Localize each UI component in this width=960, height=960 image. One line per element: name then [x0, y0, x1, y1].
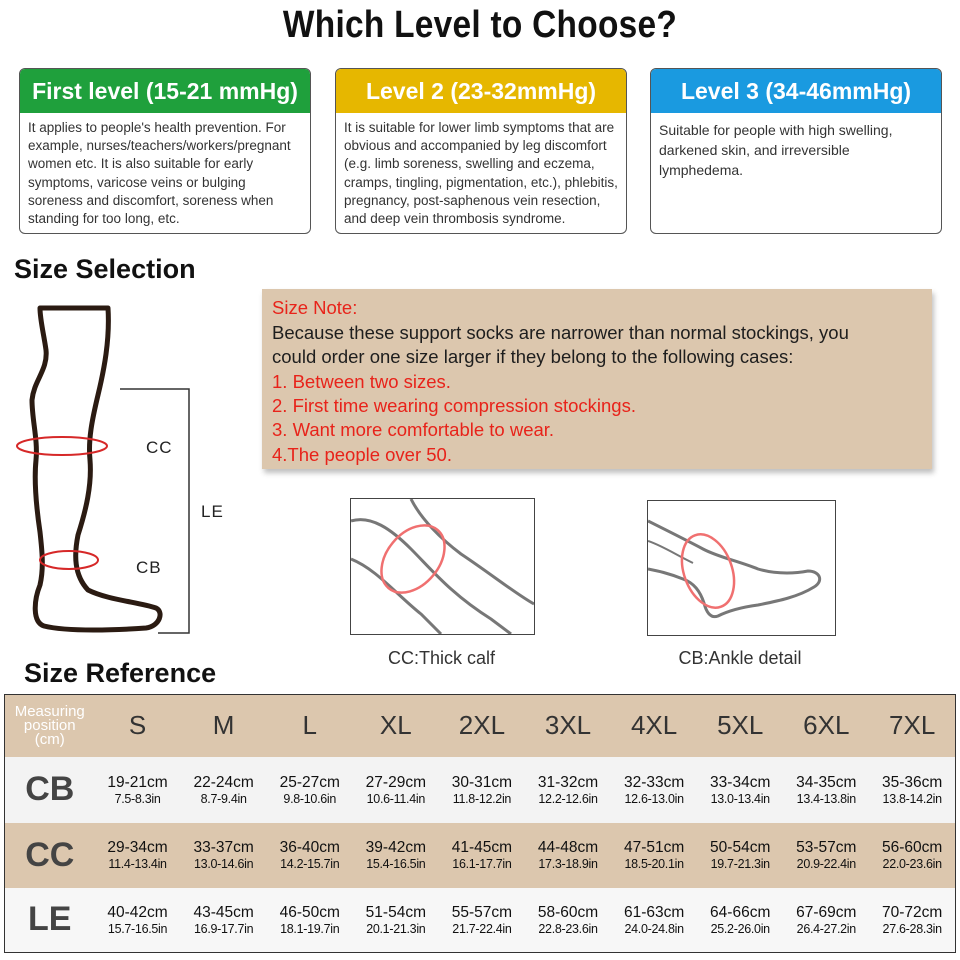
corner-label-line: position	[23, 716, 76, 734]
size-cell-in: 20.9-22.4in	[796, 857, 856, 871]
size-cell	[267, 888, 353, 953]
size-header: XL	[379, 710, 412, 741]
level-card-3-heading: Level 3 (34-46mmHg)	[651, 69, 941, 113]
size-cell	[181, 888, 267, 953]
size-cell-in: 13.4-13.8in	[796, 791, 856, 806]
size-cell-cm: 39-42cm	[365, 839, 426, 856]
size-cell	[95, 888, 181, 953]
size-cell	[869, 757, 955, 823]
size-header: S	[128, 710, 147, 741]
cc-ring	[17, 437, 107, 455]
size-cell	[869, 823, 955, 888]
size-cell-in: 8.7-9.4in	[200, 791, 247, 806]
size-cell-in: 14.2-15.7in	[280, 857, 340, 871]
size-table	[4, 694, 956, 953]
size-cell-cm: 58-60cm	[537, 903, 599, 921]
size-note-item: 3. Want more comfortable to wear.	[272, 419, 555, 440]
size-cell-in: 15.4-16.5in	[366, 857, 426, 871]
level-card-1-text: It applies to people's health prevention. For example, nurses/teachers/workers/pregnant women etc. It is also suitable for early symptoms, varicose veins or bulging soreness and discomfort, soreness when standing for too long, etc.	[28, 120, 291, 227]
size-cell-in: 25.2-26.0in	[710, 921, 770, 936]
size-cell-cm: 50-54cm	[710, 839, 771, 856]
size-cell-cm: 19-21cm	[107, 773, 168, 791]
size-cell-in: 16.9-17.7in	[194, 921, 254, 936]
size-header: 4XL	[630, 710, 678, 741]
size-cell	[783, 823, 869, 888]
size-cell	[525, 888, 611, 953]
calf-illustration	[350, 498, 535, 635]
corner-label-line: (cm)	[34, 730, 65, 748]
size-cell-cm: 64-66cm	[710, 903, 771, 921]
size-cell-in: 12.6-13.0in	[624, 791, 684, 806]
size-cell-in: 20.1-21.3in	[366, 921, 426, 936]
page-title: Which Level to Choose?	[282, 4, 678, 46]
size-cell-in: 9.8-10.6in	[283, 791, 337, 806]
size-cell-cm: 29-34cm	[107, 839, 168, 856]
table-row-le	[5, 888, 956, 953]
leg-outline	[32, 308, 160, 630]
size-cell-cm: 34-35cm	[796, 773, 857, 791]
size-cell	[697, 888, 783, 953]
size-cell-in: 19.7-21.3in	[710, 857, 770, 871]
size-cell-cm: 32-33cm	[623, 773, 685, 791]
size-cell	[353, 888, 439, 953]
size-cell	[611, 823, 697, 888]
size-selection-heading: Size Selection	[14, 254, 196, 284]
size-cell-in: 26.4-27.2in	[796, 921, 856, 936]
size-cell	[611, 888, 697, 953]
size-reference-heading: Size Reference	[24, 658, 217, 688]
row-label: LE	[28, 900, 72, 939]
size-cell-cm: 25-27cm	[279, 773, 340, 791]
size-header: 3XL	[544, 710, 592, 741]
cb-ring	[40, 551, 98, 569]
size-cell-in: 24.0-24.8in	[624, 921, 684, 936]
size-cell-cm: 43-45cm	[193, 903, 254, 921]
size-note-item: 4.The people over 50.	[272, 444, 452, 465]
size-cell-cm: 33-34cm	[710, 773, 771, 791]
size-cell-cm: 53-57cm	[796, 839, 857, 856]
size-header: 6XL	[803, 710, 850, 741]
size-table-header-row	[5, 695, 956, 757]
size-cell-in: 22.8-23.6in	[538, 921, 598, 936]
size-cell-in: 27.6-28.3in	[882, 921, 942, 936]
size-cell-in: 12.2-12.6in	[538, 791, 598, 806]
table-row-cc	[5, 823, 956, 888]
level-card-2-heading: Level 2 (23-32mmHg)	[336, 69, 626, 113]
size-cell-cm: 44-48cm	[537, 839, 599, 856]
size-cell-in: 13.8-14.2in	[882, 791, 942, 806]
size-cell	[869, 888, 955, 953]
size-cell-cm: 47-51cm	[623, 839, 685, 856]
size-cell	[181, 823, 267, 888]
size-cell-cm: 70-72cm	[882, 903, 943, 921]
corner-label-line: Measuring	[14, 702, 85, 720]
size-cell-in: 11.4-13.4in	[108, 857, 167, 871]
size-cell	[95, 757, 181, 823]
size-cell-cm: 36-40cm	[279, 839, 340, 856]
size-cell-cm: 30-31cm	[451, 773, 513, 791]
size-cell-in: 16.1-17.7in	[452, 857, 512, 871]
size-note-item: 1. Between two sizes.	[272, 371, 451, 392]
size-cell	[95, 823, 181, 888]
size-cell-in: 11.8-12.2in	[452, 791, 512, 806]
size-cell-in: 13.0-14.6in	[194, 857, 254, 871]
size-cell	[267, 823, 353, 888]
size-note-line-1: Because these support socks are narrower than normal stockings, you	[272, 322, 849, 343]
cb-caption: CB:Ankle detail	[678, 648, 802, 668]
size-note	[262, 289, 932, 469]
size-cell-in: 21.7-22.4in	[452, 921, 512, 936]
size-cell-in: 22.0-23.6in	[882, 857, 942, 871]
size-cell	[439, 888, 525, 953]
size-cell	[181, 757, 267, 823]
size-cell-cm: 55-57cm	[451, 903, 513, 921]
size-header: 7XL	[889, 710, 936, 741]
row-label: CB	[25, 770, 75, 808]
size-cell-cm: 56-60cm	[882, 839, 943, 856]
level-card-1	[19, 68, 311, 234]
size-cell	[525, 757, 611, 823]
size-cell	[439, 823, 525, 888]
cc-label: CC	[146, 438, 173, 457]
cc-caption: CC:Thick calf	[387, 648, 495, 668]
size-cell	[439, 757, 525, 823]
size-cell-in: 10.6-11.4in	[366, 791, 425, 806]
size-cell-cm: 33-37cm	[193, 839, 254, 856]
row-label: CC	[25, 835, 75, 874]
size-cell-in: 15.7-16.5in	[107, 921, 168, 936]
size-cell-cm: 46-50cm	[279, 903, 340, 921]
table-row-cb	[5, 757, 956, 823]
size-note-item: 2. First time wearing compression stockings.	[272, 395, 636, 416]
size-header: L	[302, 710, 317, 741]
level-card-2-text: It is suitable for lower limb symptoms that are obvious and accompanied by leg discomfort (e.g. limb soreness, swelling and eczema, cramps, tingling, pigmentation, etc.), phlebitis, pregnancy, post-saphenous vein resection, and deep vein thrombosis syndrome.	[344, 120, 618, 227]
size-cell	[611, 757, 697, 823]
size-cell-cm: 22-24cm	[193, 773, 254, 791]
level-card-1-heading: First level (15-21 mmHg)	[20, 69, 310, 113]
le-label: LE	[201, 502, 224, 521]
size-cell	[697, 823, 783, 888]
size-cell	[783, 888, 869, 953]
size-cell-cm: 35-36cm	[882, 773, 943, 791]
size-cell-in: 7.5-8.3in	[114, 791, 161, 806]
measuring-position-header	[5, 695, 95, 757]
size-cell-cm: 51-54cm	[365, 903, 426, 921]
size-cell	[267, 757, 353, 823]
size-cell	[783, 757, 869, 823]
leg-diagram	[8, 300, 208, 640]
size-header: 5XL	[717, 710, 764, 741]
size-cell	[353, 823, 439, 888]
size-cell	[525, 823, 611, 888]
size-cell-cm: 41-45cm	[451, 839, 513, 856]
size-cell-in: 18.1-19.7in	[280, 921, 340, 936]
size-cell-cm: 31-32cm	[537, 773, 599, 791]
le-bracket	[120, 389, 189, 633]
size-cell-in: 17.3-18.9in	[538, 857, 598, 871]
size-header: M	[212, 710, 235, 741]
size-cell-cm: 27-29cm	[365, 773, 426, 791]
size-cell	[353, 757, 439, 823]
size-cell-in: 13.0-13.4in	[710, 791, 770, 806]
size-note-line-2: could order one size larger if they belong to the following cases:	[272, 346, 794, 367]
size-cell-cm: 61-63cm	[623, 903, 685, 921]
size-header: 2XL	[458, 710, 506, 741]
cb-label: CB	[136, 558, 162, 577]
size-cell-cm: 67-69cm	[796, 903, 857, 921]
ankle-illustration	[647, 500, 836, 636]
size-cell-in: 18.5-20.1in	[624, 857, 684, 871]
size-cell-cm: 40-42cm	[107, 903, 168, 921]
size-cell	[697, 757, 783, 823]
level-card-3	[650, 68, 942, 234]
size-note-title: Size Note:	[272, 297, 358, 318]
level-card-3-text: Suitable for people with high swelling, darkened skin, and irreversible lymphedema.	[659, 122, 893, 178]
level-card-2	[335, 68, 627, 234]
